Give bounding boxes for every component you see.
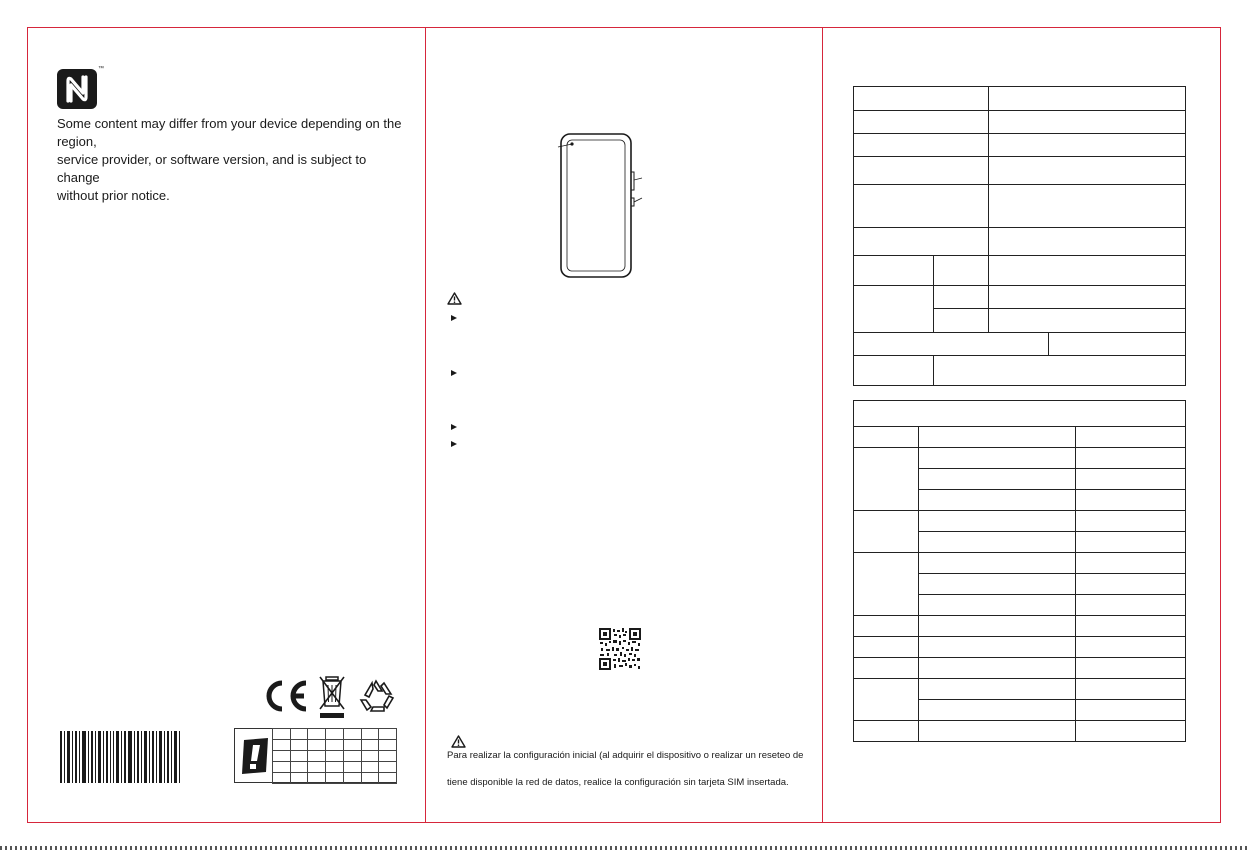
manual-book-icon [238,736,272,776]
hazard-grid [272,728,397,784]
barcode [60,731,180,783]
nfc-trademark: ™ [98,66,104,72]
notice-line-3: without prior notice. [57,188,170,203]
warning-icon [451,735,466,748]
setup-note-line-2: tiene disponible la red de datos, realice la configuración sin tarjeta SIM insertada. [447,777,789,788]
notice-paragraph [57,115,407,205]
notice-line-2: service provider, or software version, and is subject to change [57,152,367,185]
panel-divider-left [425,27,426,823]
nfc-icon [57,69,97,109]
warning-icon [447,292,462,305]
bullet-arrow-icon [451,315,457,321]
notice-line-1: Some content may differ from your device depending on the region, [57,116,402,149]
crop-marks [0,846,1248,850]
spec-table [853,86,1186,386]
ce-mark-icon [262,678,310,714]
weee-bin-icon [318,674,346,719]
setup-note-line-1: Para realizar la configuración inicial (al adquirir el dispositivo o realizar un reseteo de [447,750,804,761]
bullet-arrow-icon [451,424,457,430]
bullet-arrow-icon [451,370,457,376]
panel-divider-right [822,27,823,823]
recycle-icon [357,678,395,714]
qr-code [599,628,641,670]
phone-diagram [545,130,650,280]
bullet-arrow-icon [451,441,457,447]
frequency-table [853,400,1186,742]
